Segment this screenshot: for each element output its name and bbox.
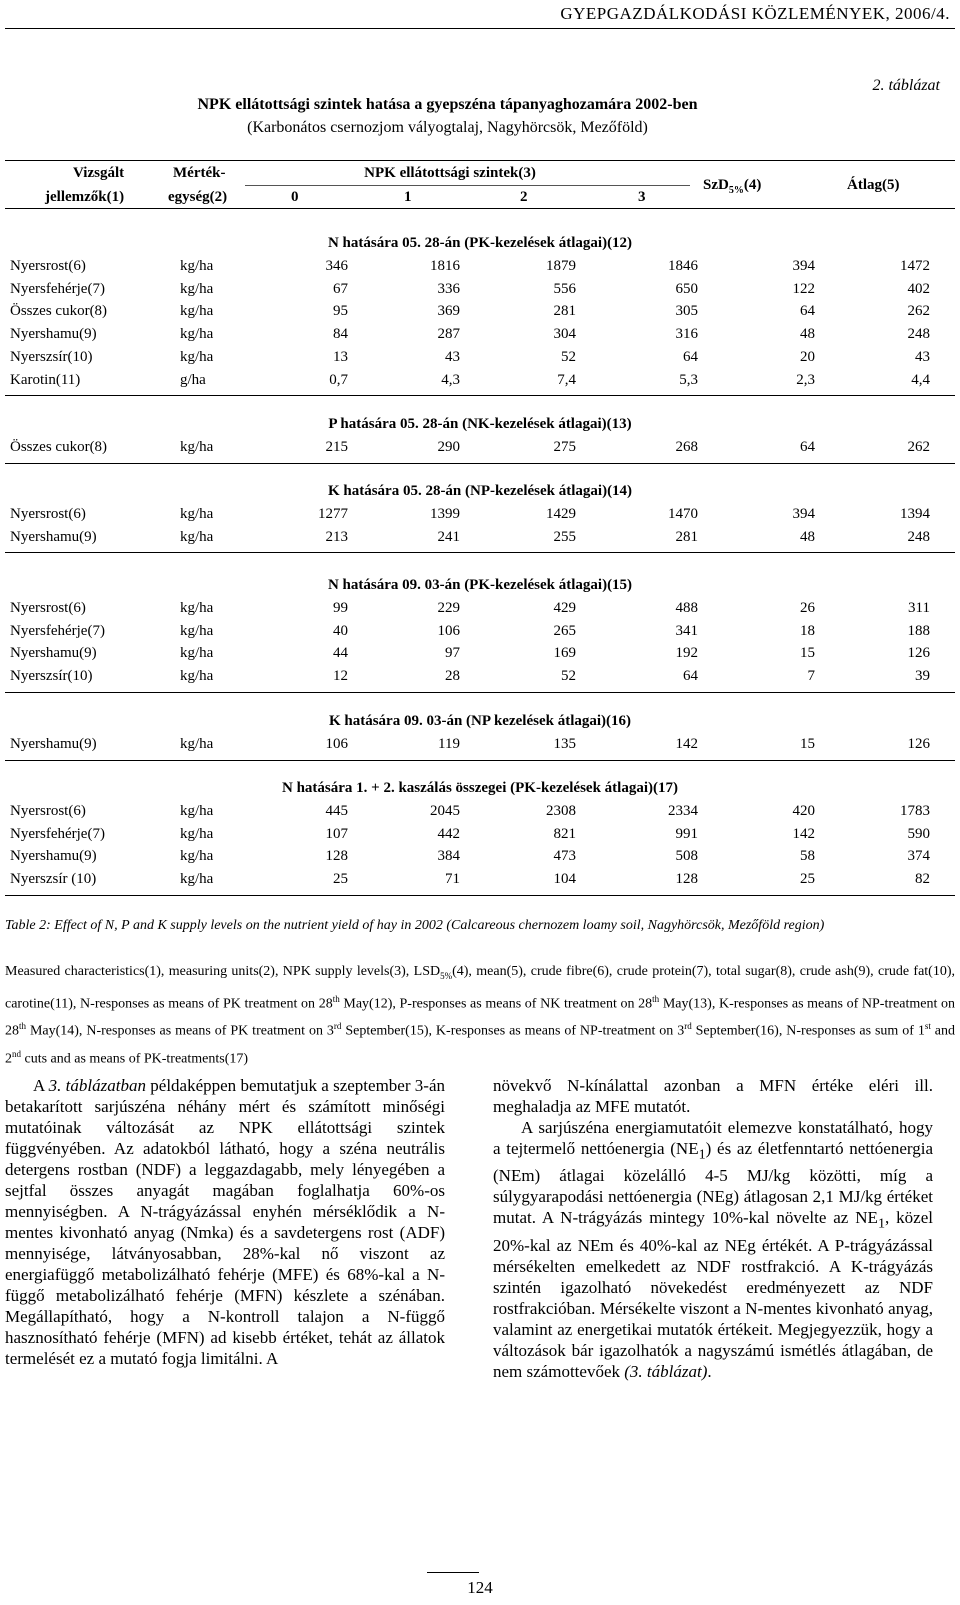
val-level-2: 255 [553,528,576,545]
row-unit: kg/ha [180,600,214,616]
val-mean: 82 [915,871,930,888]
col-header-npk-levels: NPK ellátottsági szintek(3) [364,165,536,181]
section-rule [5,463,955,464]
body-right-column [493,1075,933,1382]
section-title: N hatására 09. 03-án (PK-kezelések átlagai)(15) [327,577,633,593]
val-level-1: 442 [437,825,460,842]
table-row [0,645,960,665]
val-level-0: 25 [333,871,348,888]
val-level-0: 213 [325,528,348,545]
table-row [0,372,960,392]
val-level-3: 128 [675,871,698,888]
val-lsd: 122 [792,280,815,297]
val-lsd: 25 [800,871,815,888]
val-level-3: 341 [675,622,698,639]
val-level-2: 429 [553,600,576,616]
val-level-1: 28 [445,668,460,685]
table-row [0,848,960,868]
val-level-2: 1429 [546,506,576,522]
val-level-2: 2308 [546,803,576,819]
col-header-level-3: 3 [638,189,646,205]
row-label: Összes cukor(8) [10,303,108,320]
row-label: Karotin(11) [10,371,81,388]
col-header-unit-a: Mérték- [173,165,226,181]
val-level-0: 40 [333,622,348,639]
val-mean: 4,4 [911,371,930,388]
val-level-0: 44 [333,645,348,662]
row-label: Nyerszsír (10) [10,871,97,888]
table-row [0,349,960,369]
section-rule [5,760,955,761]
val-level-1: 1399 [430,506,460,522]
row-label: Nyershamu(9) [10,528,97,545]
row-unit: kg/ha [180,622,214,639]
col-header-characteristics-b: jellemzők(1) [45,189,125,205]
val-level-2: 473 [553,848,576,865]
val-level-3: 281 [675,528,698,545]
row-label: Nyersrost(6) [10,803,86,819]
row-label: Nyersrost(6) [10,258,86,274]
row-label: Nyerszsír(10) [10,348,93,365]
val-level-0: 84 [333,326,348,343]
section-title: P hatására 05. 28-án (NK-kezelések átlagai)(13) [328,416,632,432]
val-level-1: 119 [438,736,460,752]
header-rule [5,28,955,29]
val-level-2: 275 [553,439,576,455]
val-level-3: 991 [675,825,698,842]
val-level-2: 135 [553,736,576,752]
val-level-3: 2334 [668,803,698,819]
table-subtitle: (Karbonátos csernozjom vályogtalaj, Nagyhörcsök, Mezőföld) [247,119,648,136]
val-lsd: 26 [800,600,815,616]
val-level-2: 104 [553,871,576,888]
val-level-0: 67 [333,280,348,297]
val-lsd: 2,3 [796,371,815,388]
val-mean: 248 [907,528,930,545]
row-label: Nyershamu(9) [10,848,97,865]
row-unit: g/ha [180,371,206,388]
section-title: N hatására 1. + 2. kaszálás összegei (PK-kezelések átlagai)(17) [282,780,678,796]
table-row [0,506,960,526]
val-level-0: 99 [333,600,348,616]
row-unit: kg/ha [180,736,214,752]
val-mean: 1394 [900,506,930,522]
val-level-1: 287 [437,326,460,343]
row-label: Nyersrost(6) [10,600,86,616]
val-lsd: 58 [800,848,815,865]
val-mean: 248 [907,326,930,343]
section-title: N hatására 05. 28-án (PK-kezelések átlagai)(12) [327,235,633,251]
row-label: Nyersfehérje(7) [10,622,105,639]
val-level-2: 265 [553,622,576,639]
row-unit: kg/ha [180,645,214,662]
val-level-3: 1470 [668,506,698,522]
section-rule [5,692,955,693]
val-level-3: 508 [675,848,698,865]
val-mean: 590 [907,825,930,842]
row-label: Nyersrost(6) [10,506,86,522]
table-title: NPK ellátottsági szintek hatása a gyepszéna tápanyaghozamára 2002-ben [197,96,698,113]
col-header-unit-b: egység(2) [168,189,228,205]
val-level-1: 290 [437,439,460,455]
table-row [0,281,960,301]
row-unit: kg/ha [180,871,214,888]
val-lsd: 64 [800,439,815,455]
table-row [0,668,960,688]
row-label: Nyersfehérje(7) [10,280,105,297]
val-level-1: 2045 [430,803,460,819]
page-number-rule [427,1572,479,1573]
val-lsd: 15 [800,736,815,752]
val-level-2: 169 [553,645,576,662]
row-unit: kg/ha [180,668,214,685]
body-left-paragraph: A 3. táblázatban példaképpen bemutatjuk a szeptember 3-án betakarított sarjúszéna néhány mért és számított minőségi mutatóinak változását az NPK ellátottsági szintek függvényében. Az adatokból látható, hogy a széna neutrális detergens rostban (NDF) a leggazdagabb, mely lényegében a sejtfal összes anyagát magában foglalhatja 60%-os mennyiségben. A N-trágyázással enyhén mérséklődik a N-mentes kivonható anyag (Nmka) és a savdetergens rost (ADF) mennyisége, látványosabban, 28%-kal nő viszont az energiafüggő metabolizálható fehérje (MFE) és 68%-kal a N-függő metabolizálható fehérje (MFN) készlete a szénában. Megállapítható, hogy a N-kontroll talajon a N-függő hasznosítható fehérje (MFN) ad kisebb értéket, tehát az állatok termelését ez a mutató fogja limitálni. A [5,1076,446,1368]
val-mean: 1783 [900,803,930,819]
val-lsd: 15 [800,645,815,662]
row-unit: kg/ha [180,348,214,365]
table-row [0,826,960,846]
val-mean: 43 [915,348,930,365]
val-level-3: 5,3 [679,371,698,388]
val-level-3: 305 [675,303,698,320]
table-row [0,529,960,549]
table-row [0,871,960,891]
row-unit: kg/ha [180,280,214,297]
val-level-3: 64 [683,348,698,365]
table-row [0,258,960,278]
val-mean: 262 [907,439,930,455]
val-level-3: 64 [683,668,698,685]
body-left-column [5,1075,445,1369]
body-right-paragraph-2: A sarjúszéna energiamutatóit elemezve konstatálható, hogy a tejtermelő nettóenergia $(NE_1)$ és az életfenntartó nettóenergia (NEm) átlagai közelálló 4-5 MJ/kg közötti, míg a súlygyarapodási nettóenergia (NEg) átlagosan 2,1 MJ/kg értéket mutat. A N-trágyázás mintegy 10%-kal növelte az $NE_1$, közel 20%-kal az NEm és 40%-kal az NEg értékét. A P-trágyázással mérsékelten emelkedett az NDF rostfrakció. A K-trágyázás szintén igazolható növekedést eredményezett az NDF rostfrakcióban. Mérsékelte viszont a N-mentes kivonható anyag, valamint az energetikai mutatók értékeit. Megjegyezzük, hogy a változások bár igazolhatók a nagyszámú ismétlés átlagában, de nem számottevőek (3. táblázat). [493,1118,933,1381]
section-title: K hatására 05. 28-án (NP-kezelések átlagai)(14) [327,483,633,499]
val-lsd: 142 [792,825,815,842]
val-mean: 402 [907,280,930,297]
val-level-1: 43 [445,348,460,365]
table-row [0,736,960,756]
row-unit: kg/ha [180,258,214,274]
val-level-1: 241 [437,528,460,545]
row-unit: kg/ha [180,303,214,320]
row-unit: kg/ha [180,803,214,819]
val-mean: 126 [907,736,930,752]
page-number: 124 [467,1578,493,1597]
table-row [0,439,960,459]
col-header-level-1: 1 [404,189,412,205]
row-label: Nyershamu(9) [10,326,97,343]
row-unit: kg/ha [180,506,214,522]
val-level-0: 107 [325,825,348,842]
val-mean: 126 [907,645,930,662]
val-level-1: 106 [437,622,460,639]
val-level-1: 384 [437,848,460,865]
table-label: 2. táblázat [872,77,940,94]
row-unit: kg/ha [180,848,214,865]
val-level-0: 346 [325,258,348,274]
val-mean: 262 [907,303,930,320]
val-level-2: 556 [553,280,576,297]
val-level-0: 106 [325,736,348,752]
journal-header: GYEPGAZDÁLKODÁSI KÖZLEMÉNYEK, 2006/4. [560,4,950,23]
val-level-3: 488 [675,600,698,616]
val-level-0: 215 [325,439,348,455]
row-label: Összes cukor(8) [10,439,108,455]
val-level-3: 1846 [668,258,698,274]
table-header-rule [5,208,955,209]
val-level-1: 71 [445,871,460,888]
val-mean: 374 [907,848,930,865]
table-row [0,623,960,643]
row-unit: kg/ha [180,528,214,545]
val-level-0: 95 [333,303,348,320]
val-level-0: 128 [325,848,348,865]
val-level-1: 229 [437,600,460,616]
val-level-2: 52 [561,348,576,365]
table-top-rule [5,160,955,161]
val-level-2: 304 [553,326,576,343]
val-level-3: 142 [675,736,698,752]
val-level-1: 97 [445,645,460,662]
val-level-3: 192 [675,645,698,662]
val-level-1: 4,3 [441,371,460,388]
row-label: Nyersfehérje(7) [10,825,105,842]
row-label: Nyershamu(9) [10,645,97,662]
table-row [0,303,960,323]
val-lsd: 18 [800,622,815,639]
val-level-1: 369 [437,303,460,320]
caption-legend: Measured characteristics(1), measuring units(2), NPK supply levels(3), $LSD_{5\%}(4)$, mean(5), crude fibre(6), crude protein(7), total sugar(8), crude ash(9), crude fat(10), carotine(11), N-responses as means of PK treatment on 28th May(12), P-responses as means of NK treatment on 28th May(13), K-responses as means of NP-treatment on 28th May(14), N-responses as means of PK treatment on 3rd September(15), K-responses as means of NP-treatment on 3rd September(16), N-responses as sum of 1st and 2nd cuts and as means of PK-treatments(17) [5,964,955,1067]
val-level-3: 316 [675,326,698,343]
section-rule [5,552,955,553]
val-mean: 188 [907,622,930,639]
val-level-0: 445 [325,803,348,819]
val-lsd: 48 [800,326,815,343]
val-level-2: 281 [553,303,576,320]
section-rule [5,395,955,396]
val-level-2: 1879 [546,258,576,274]
row-unit: kg/ha [180,326,214,343]
val-lsd: 7 [807,668,815,685]
col-header-mean: Átlag(5) [847,177,900,193]
val-level-2: 7,4 [557,371,576,388]
val-level-0: 12 [333,668,348,685]
section-title: K hatására 09. 03-án (NP kezelések átlagai)(16) [328,713,632,729]
val-level-0: 13 [333,348,348,365]
row-label: Nyershamu(9) [10,736,97,752]
val-mean: 311 [908,600,930,616]
col-header-level-0: 0 [291,189,299,205]
table-row [0,600,960,620]
row-unit: kg/ha [180,825,214,842]
val-lsd: 420 [792,803,815,819]
val-mean: 39 [915,668,930,685]
val-lsd: 64 [800,303,815,320]
col-header-characteristics-a: Vizsgált [73,165,125,181]
body-right-paragraph-1: növekvő N-kínálattal azonban a MFN értéke eléri ill. meghaladja az MFE mutatót. [493,1076,933,1116]
table-row [0,803,960,823]
col-header-level-2: 2 [520,189,528,205]
row-label: Nyerszsír(10) [10,668,93,685]
val-lsd: 48 [800,528,815,545]
val-level-2: 52 [561,668,576,685]
val-mean: 1472 [900,258,930,274]
val-level-0: 0,7 [329,371,348,388]
val-lsd: 394 [792,258,815,274]
val-level-1: 336 [437,280,460,297]
npk-header-rule [245,185,690,186]
val-level-3: 268 [675,439,698,455]
col-header-lsd: SzD$_{5\%}$(4) [703,177,762,196]
table-row [0,326,960,346]
row-unit: kg/ha [180,439,214,455]
val-level-1: 1816 [430,258,460,274]
section-rule [5,895,955,896]
val-level-2: 821 [553,825,576,842]
val-lsd: 20 [800,348,815,365]
val-level-0: 1277 [318,506,348,522]
val-level-3: 650 [675,280,698,297]
caption-english-title: Table 2: Effect of N, P and K supply levels on the nutrient yield of hay in 2002 (Calcareous chernozem loamy soil, Nagyhörcsök, Mezőföld region) [5,918,825,933]
val-lsd: 394 [792,506,815,522]
